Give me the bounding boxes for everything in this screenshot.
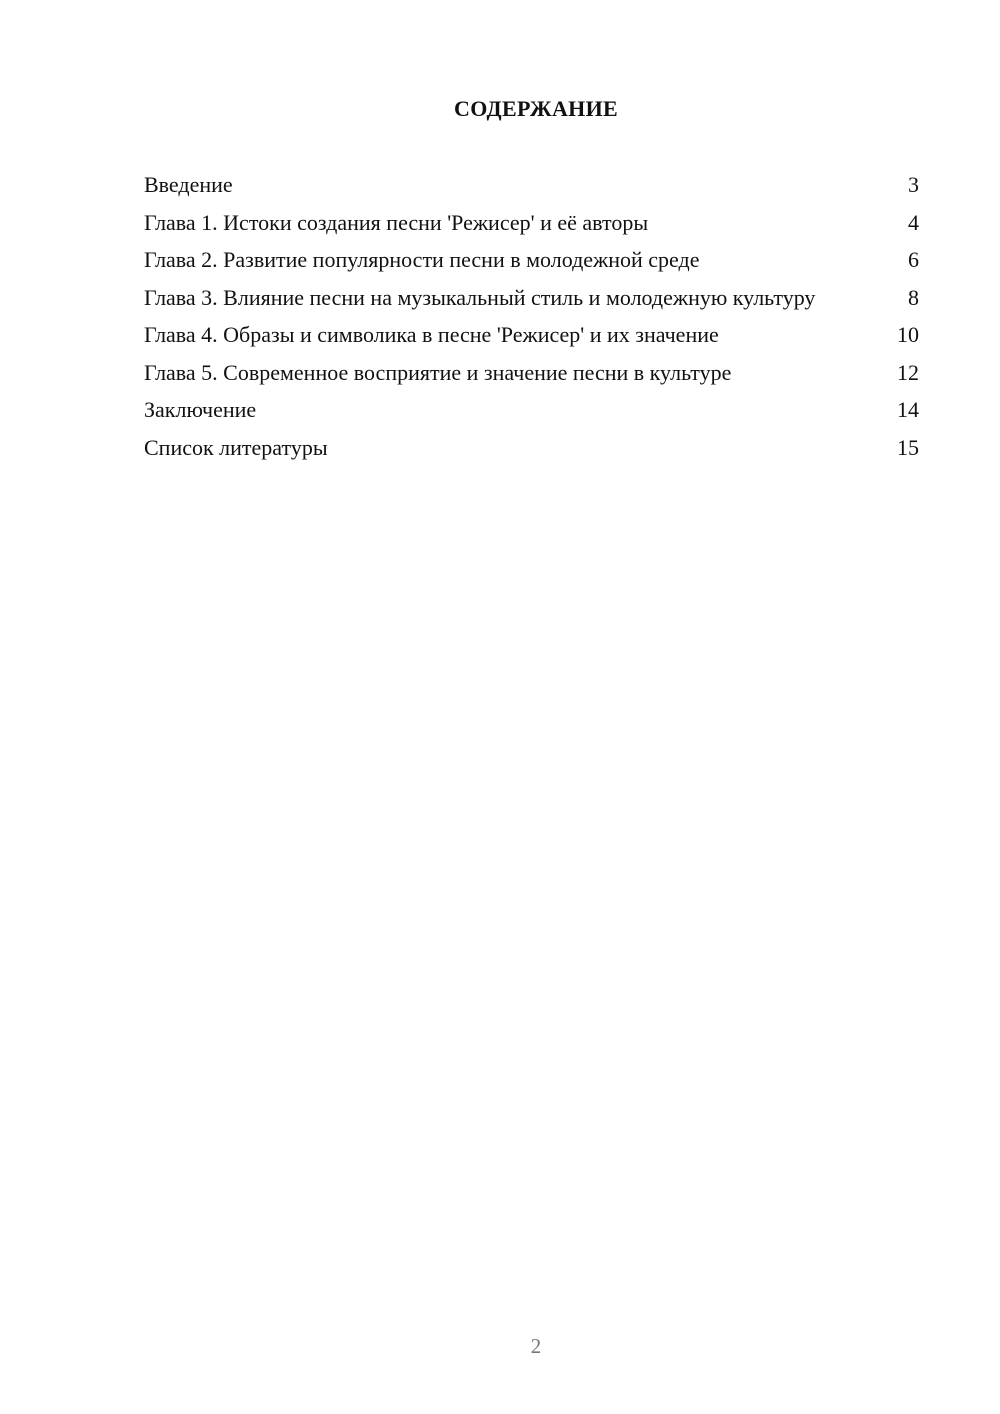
toc-entry-text: Заключение <box>144 397 257 422</box>
toc-entry-page: 4 <box>908 209 919 235</box>
toc-entry-chapter-5 <box>144 360 919 386</box>
toc-entry-text: Глава 1. Истоки создания песни 'Режисер' и её авторы <box>144 209 649 235</box>
toc-entry-text: Глава 4. Образы и символика в песне 'Режисер' и их значение <box>144 322 719 347</box>
toc-entry-chapter-4 <box>144 322 919 348</box>
page-title: СОДЕРЖАНИЕ <box>454 96 618 121</box>
toc-entry-chapter-3 <box>144 285 919 311</box>
toc-entry-text: Глава 2. Развитие популярности песни в молодежной среде <box>144 247 700 272</box>
toc-entry-introduction <box>144 172 919 198</box>
toc-entry-conclusion <box>144 397 919 423</box>
toc-entry-text: Глава 3. Влияние песни на музыкальный стиль и молодежную культуру <box>144 284 816 310</box>
page-number: 2 <box>530 1334 542 1358</box>
toc-entry-page: 10 <box>897 322 919 347</box>
toc-entry-references <box>144 435 919 461</box>
table-of-contents <box>144 172 919 472</box>
toc-entry-page: 14 <box>897 397 919 422</box>
toc-entry-page: 15 <box>897 434 919 460</box>
toc-entry-page: 12 <box>897 359 919 385</box>
toc-entry-page: 3 <box>908 172 919 197</box>
toc-entry-chapter-2 <box>144 247 919 273</box>
toc-entry-page: 6 <box>908 247 919 272</box>
toc-entry-text: Глава 5. Современное восприятие и значение песни в культуре <box>144 359 732 385</box>
toc-entry-page: 8 <box>908 284 919 310</box>
toc-entry-chapter-1 <box>144 210 919 236</box>
toc-entry-text: Список литературы <box>144 434 328 460</box>
toc-entry-text: Введение <box>144 172 233 197</box>
